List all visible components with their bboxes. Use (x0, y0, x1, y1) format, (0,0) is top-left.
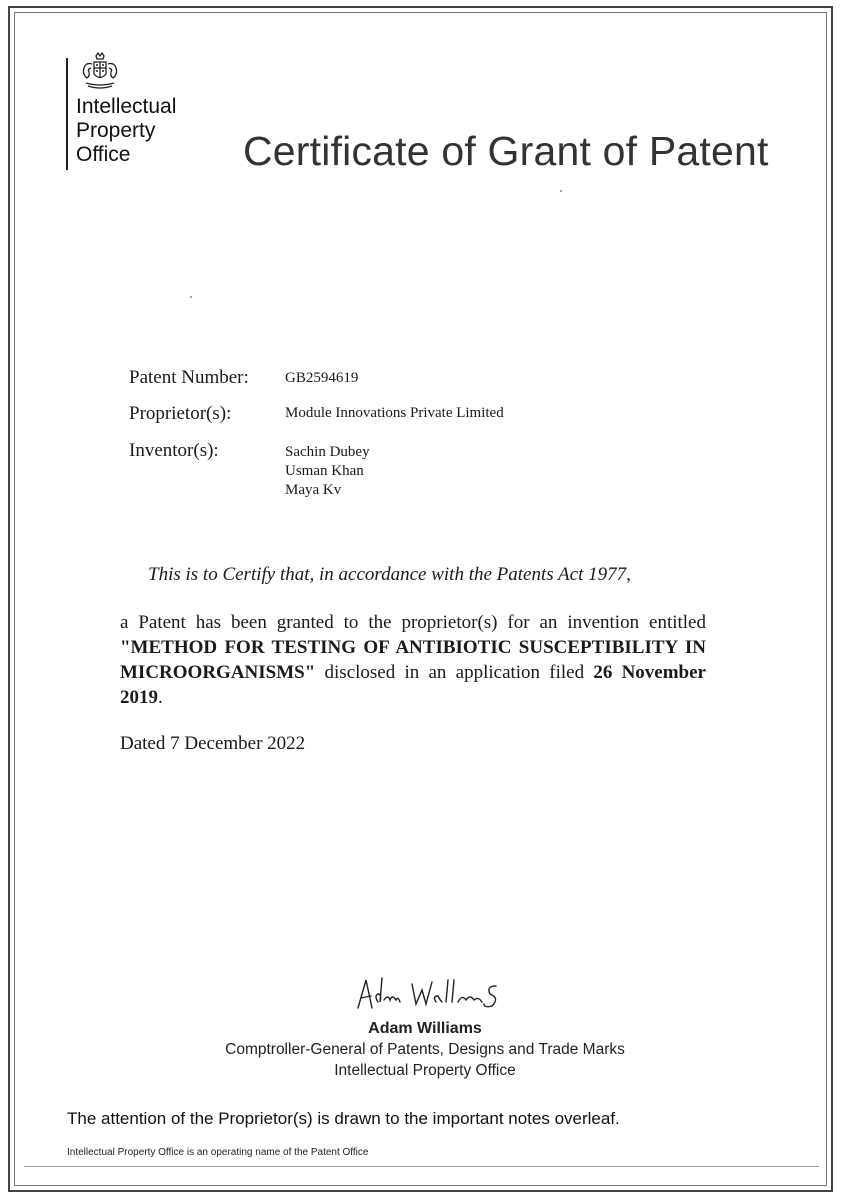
scan-speck (190, 296, 192, 298)
logo-divider (66, 58, 68, 170)
filing-date: 26 November 2019 (120, 662, 706, 708)
grant-paragraph (120, 610, 706, 710)
logo-line-1: Intellectual (76, 95, 177, 118)
grant-filed-text: disclosed in an application filed (315, 662, 594, 683)
signer-office: Intellectual Property Office (334, 1062, 516, 1079)
attention-note: The attention of the Proprietor(s) is drawn to the important notes overleaf. (67, 1109, 620, 1128)
patent-number-value: GB2594619 (285, 370, 359, 386)
inventor-list (285, 443, 370, 500)
footer-divider (24, 1166, 819, 1167)
royal-coat-of-arms-icon (78, 52, 122, 92)
certify-statement: This is to Certify that, in accordance with the Patents Act 1977, (148, 564, 631, 585)
logo-line-3: Office (76, 143, 131, 166)
grant-end: . (158, 687, 163, 708)
patent-number-label: Patent Number: (129, 367, 249, 388)
grant-date: Dated 7 December 2022 (120, 733, 306, 754)
signer-name: Adam Williams (368, 1020, 482, 1037)
handwritten-signature (350, 968, 510, 1016)
proprietor-value: Module Innovations Private Limited (285, 405, 504, 421)
page-title: Certificate of Grant of Patent (243, 128, 769, 174)
proprietor-label: Proprietor(s): (129, 403, 232, 424)
signer-block (150, 1018, 700, 1081)
inventor-label: Inventor(s): (129, 440, 219, 461)
inventor-item: Maya Kv (285, 482, 342, 498)
inventor-item: Usman Khan (285, 463, 364, 479)
grant-intro: a Patent has been granted to the proprietor(s) for an invention entitled (120, 612, 706, 633)
invention-title: "METHOD FOR TESTING OF ANTIBIOTIC SUSCEPTIBILITY IN MICROORGANISMS" (120, 637, 706, 683)
scan-speck (560, 190, 562, 192)
footnote: Intellectual Property Office is an operating name of the Patent Office (67, 1147, 369, 1158)
logo-line-2: Property (76, 119, 156, 142)
ipo-logo-text (76, 95, 176, 167)
inventor-item: Sachin Dubey (285, 444, 370, 460)
signer-role: Comptroller-General of Patents, Designs and Trade Marks (225, 1041, 625, 1058)
